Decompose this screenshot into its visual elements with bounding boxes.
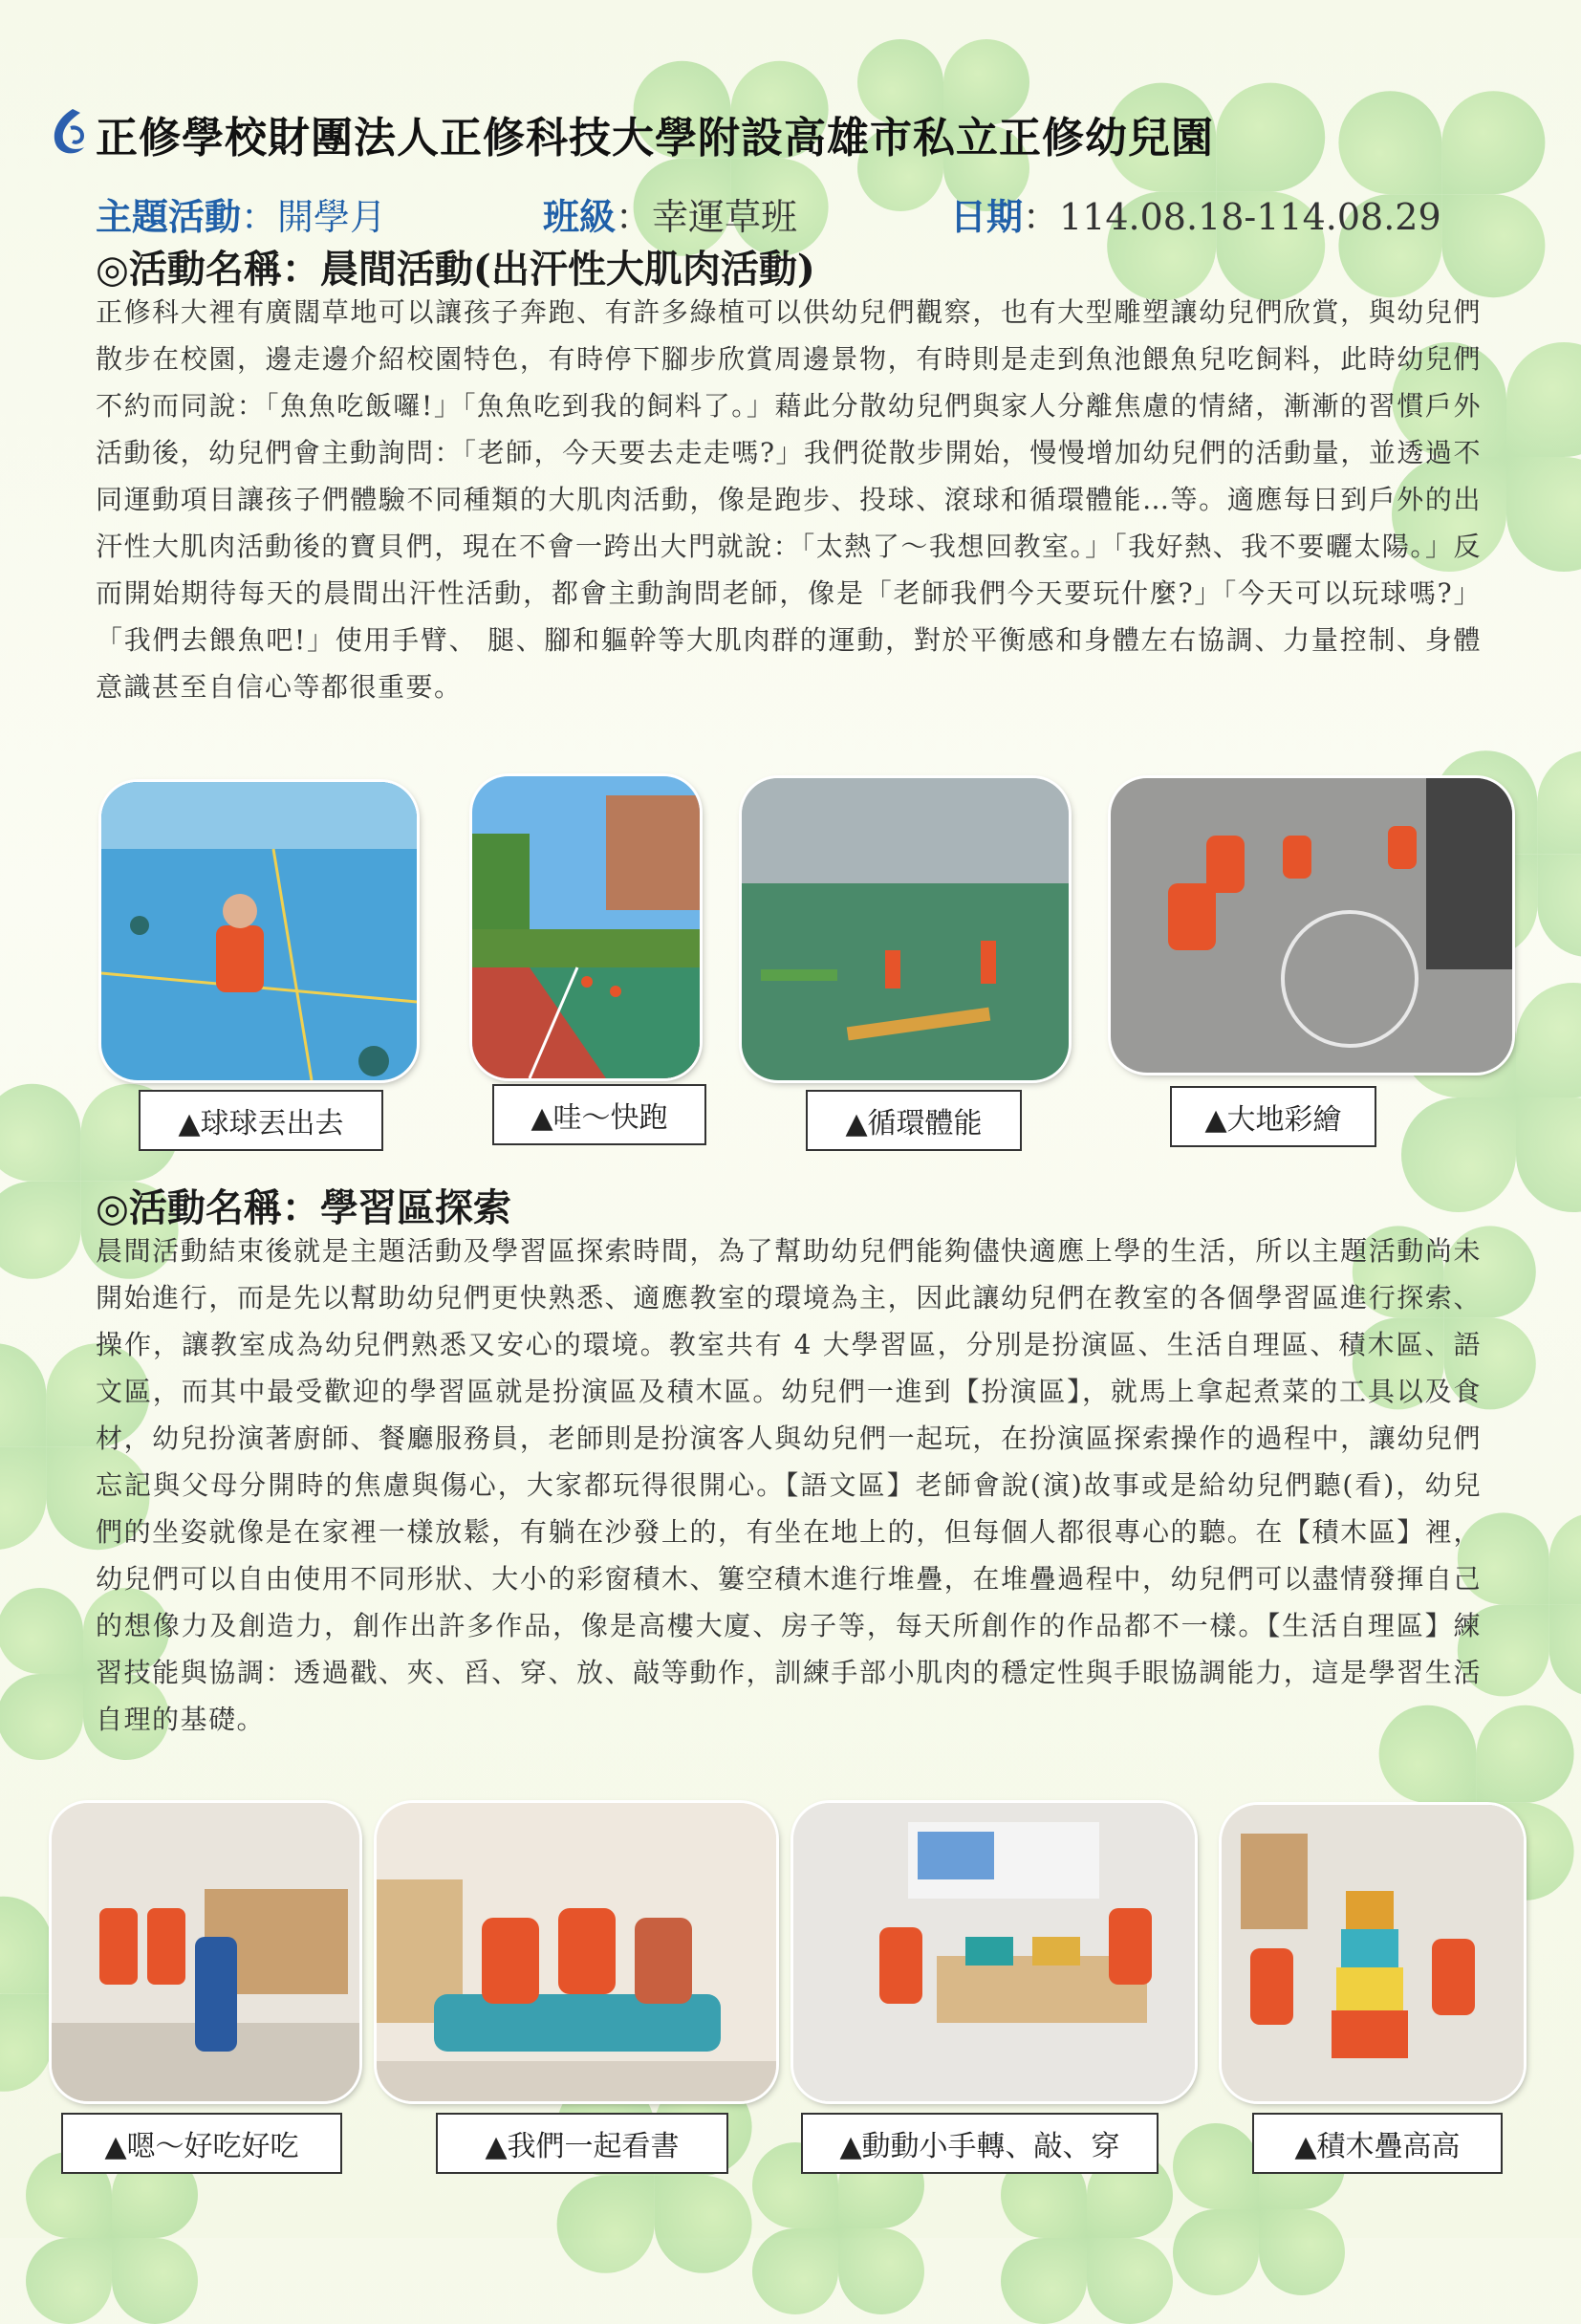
clover-icon: [1491, 1491, 1581, 1644]
class-label: 班級: [543, 195, 617, 238]
section2-heading: ◎活動名稱：學習區探索: [96, 1185, 511, 1230]
photo-circuit-fitness: [742, 778, 1069, 1080]
photo-reading-together: [377, 1803, 776, 2101]
section2-body: [96, 1227, 1482, 1743]
school-logo-icon: [48, 105, 92, 159]
photo-hand-skills: [793, 1803, 1195, 2101]
photo-block-stacking: [1222, 1805, 1524, 2101]
theme-meta: [96, 187, 386, 240]
caption-hand-skills: ▲動動小手轉、敲、穿: [801, 2113, 1159, 2174]
caption-chalk-drawing: ▲大地彩繪: [1170, 1086, 1376, 1147]
caption-block-stacking: ▲積木疊高高: [1252, 2113, 1503, 2174]
class-meta: [543, 187, 797, 240]
theme-label: 主題活動: [96, 195, 242, 238]
school-name-title: 正修學校財團法人正修科技大學附設高雄市私立正修幼兒園: [96, 114, 1214, 163]
photo-running: [472, 776, 700, 1078]
caption-ball-throw: ▲球球丟出去: [139, 1090, 383, 1151]
photo-chalk-drawing: [1111, 778, 1512, 1073]
photo-pretend-play: [52, 1803, 359, 2101]
theme-value: ：開學月: [241, 196, 387, 238]
section1-body: [96, 289, 1482, 710]
caption-running: ▲哇～快跑: [492, 1084, 706, 1145]
caption-circuit-fitness: ▲循環體能: [806, 1090, 1022, 1151]
date-value: ：114.08.18-114.08.29: [1023, 196, 1441, 238]
caption-pretend-play: ▲嗯～好吃好吃: [61, 2113, 342, 2174]
date-meta: [950, 187, 1441, 240]
photo-ball-throw: [101, 782, 417, 1080]
caption-reading-together: ▲我們一起看書: [436, 2113, 728, 2174]
section1-paragraph: 正修科大裡有廣闊草地可以讓孩子奔跑、有許多綠植可以供幼兒們觀察，也有大型雕塑讓幼兒們欣賞，與幼兒們散步在校園，邊走邊介紹校園特色，有時停下腳步欣賞周邊景物，有時則是走到魚池餵魚兒吃飼料，此時幼兒們不約而同說：「魚魚吃飯囉!」「魚魚吃到我的飼料了。」藉此分散幼兒們與家人分離焦慮的情緒，漸漸的習慣戶外活動後，幼兒們會主動詢問：「老師，今天要去走走嗎?」我們從散步開始，慢慢增加幼兒們的活動量，並透過不同運動項目讓孩子們體驗不同種類的大肌肉活動，像是跑步、投球、滾球和循環體能…等。適應每日到戶外的出汗性大肌肉活動後的寶貝們，現在不會一跨出大門就說：「太熱了～我想回教室。」「我好熱、我不要曬太陽。」反而開始期待每天的晨間出汗性活動，都會主動詢問老師，像是「老師我們今天要玩什麼?」「今天可以玩球嗎?」「我們去餵魚吧!」使用手臂、 腿、腳和軀幹等大肌肉群的運動，對於平衡感和身體左右協調、力量控制、身體意識甚至自信心等都很重要。: [96, 296, 1482, 703]
section1-heading: ◎活動名稱：晨間活動(出汗性大肌肉活動): [96, 247, 815, 292]
section2-paragraph: 晨間活動結束後就是主題活動及學習區探索時間，為了幫助幼兒們能夠儘快適應上學的生活，所以主題活動尚未開始進行，而是先以幫助幼兒們更快熟悉、適應教室的環境為主，因此讓幼兒們在教室的各個學習區進行探索、操作，讓教室成為幼兒們熟悉又安心的環境。教室共有 4 大學習區，分別是扮演區、生活自理區、積木區、語文區，而其中最受歡迎的學習區就是扮演區及積木區。幼兒們一進到【扮演區】，就馬上拿起煮菜的工具以及食材，幼兒扮演著廚師、餐廳服務員，老師則是扮演客人與幼兒們一起玩，在扮演區探索操作的過程中，讓幼兒們忘記與父母分開時的焦慮與傷心，大家都玩得很開心。【語文區】老師會說(演)故事或是給幼兒們聽(看)，幼兒們的坐姿就像是在家裡一樣放鬆，有躺在沙發上的，有坐在地上的，但每個人都很專心的聽。在【積木區】裡，幼兒們可以自由使用不同形狀、大小的彩窗積木、簍空積木進行堆疊，在堆疊過程中，幼兒們可以盡情發揮自己的想像力及創造力，創作出許多作品，像是高樓大廈、房子等，每天所創作的作品都不一樣。【生活自理區】練習技能與協調：透過戳、夾、舀、穿、放、敲等動作，訓練手部小肌肉的穩定性與手眼協調能力，這是學習生活自理的基礎。: [96, 1235, 1482, 1735]
date-label: 日期: [950, 195, 1024, 238]
class-value: ：幸運草班: [616, 196, 798, 238]
